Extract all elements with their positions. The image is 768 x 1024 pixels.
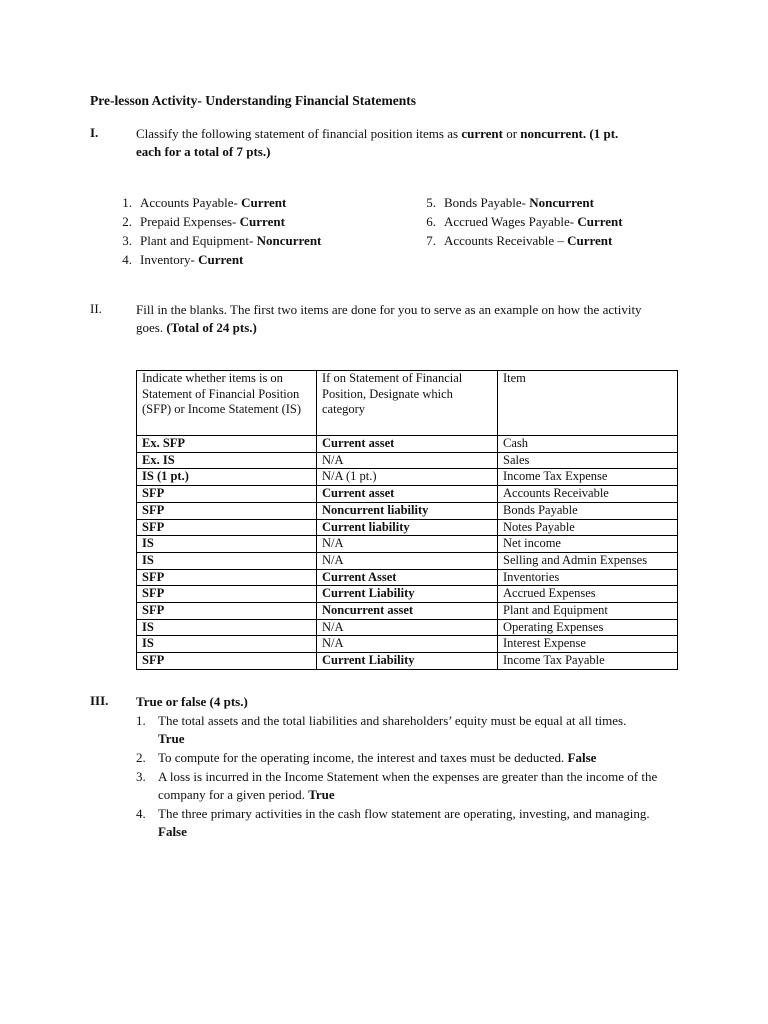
cell-category: Current liability [317, 519, 498, 536]
instr-line-1: Fill in the blanks. The first two items are done for you to serve as an example on how the activity [136, 302, 642, 317]
classify-item: 6. Accrued Wages Payable- Current [426, 214, 623, 229]
cell-category: Noncurrent asset [317, 603, 498, 620]
table-row [137, 469, 678, 486]
table-row [137, 569, 678, 586]
table-row [137, 536, 678, 553]
header-cell: Indicate whether items is on Statement of Financial Position (SFP) or Income Statement (IS) [137, 371, 317, 436]
classify-item: 3. Plant and Equipment- Noncurrent [122, 233, 322, 248]
cell-item: Selling and Admin Expenses [498, 552, 678, 569]
cell-statement: IS [137, 536, 317, 553]
header-cell: Item [498, 371, 678, 436]
cell-statement: IS [137, 619, 317, 636]
fill-in-table [136, 370, 678, 670]
cell-category: Current Asset [317, 569, 498, 586]
cell-statement: SFP [137, 502, 317, 519]
table-row [137, 436, 678, 453]
classify-item: 4. Inventory- Current [122, 252, 244, 267]
classify-answer: Current [577, 214, 623, 229]
cell-statement: IS [137, 636, 317, 653]
cell-category: Current Liability [317, 653, 498, 670]
cell-category: N/A [317, 552, 498, 569]
cell-item: Inventories [498, 569, 678, 586]
cell-statement: SFP [137, 653, 317, 670]
instr-bold-current: current [461, 126, 503, 141]
cell-item: Bonds Payable [498, 502, 678, 519]
classify-answer: Current [241, 195, 287, 210]
cell-item: Accounts Receivable [498, 486, 678, 503]
cell-category: N/A [317, 619, 498, 636]
cell-category: Noncurrent liability [317, 502, 498, 519]
table-row [137, 486, 678, 503]
item-text: To compute for the operating income, the interest and taxes must be deducted. [158, 750, 568, 765]
instr-bold-noncurrent: noncurrent. (1 pt. [520, 126, 619, 141]
cell-statement: IS [137, 552, 317, 569]
table-row [137, 653, 678, 670]
section-2-instructions [136, 301, 676, 337]
table-header-row [137, 371, 678, 436]
cell-item: Sales [498, 452, 678, 469]
true-false-item [136, 749, 686, 767]
cell-category: N/A [317, 636, 498, 653]
classify-answer: Current [198, 252, 244, 267]
page-title: Pre-lesson Activity- Understanding Financial Statements [90, 93, 416, 108]
item-text: The total assets and the total liabilities and shareholders’ equity must be equal at all times. [158, 713, 627, 728]
classify-answer: Current [567, 233, 613, 248]
item-number: 1. [136, 713, 146, 728]
table-row [137, 552, 678, 569]
cell-statement: Ex. IS [137, 452, 317, 469]
true-false-item [136, 768, 686, 804]
section-1-instructions [136, 125, 676, 161]
cell-category: Current asset [317, 486, 498, 503]
item-text: A loss is incurred in the Income Statement when the expenses are greater than the income of the company for a given period. [158, 769, 658, 802]
classify-answer: Noncurrent [529, 195, 594, 210]
cell-statement: SFP [137, 603, 317, 620]
cell-item: Plant and Equipment [498, 603, 678, 620]
cell-item: Operating Expenses [498, 619, 678, 636]
classify-item: 7. Accounts Receivable – Current [426, 233, 613, 248]
cell-statement: IS (1 pt.) [137, 469, 317, 486]
cell-item: Net income [498, 536, 678, 553]
section-2-numeral: II. [90, 301, 102, 316]
classify-answer: Noncurrent [256, 233, 322, 248]
cell-category: Current Liability [317, 586, 498, 603]
true-false-item [136, 712, 686, 748]
classify-answer: Current [239, 214, 285, 229]
section-3-heading: True or false (4 pts.) [136, 694, 248, 709]
cell-category: Current asset [317, 436, 498, 453]
table-row [137, 519, 678, 536]
table-row [137, 502, 678, 519]
cell-item: Notes Payable [498, 519, 678, 536]
item-number: 2. [136, 750, 146, 765]
item-answer: True [158, 731, 185, 746]
item-answer: False [158, 824, 187, 839]
table-row [137, 636, 678, 653]
cell-statement: SFP [137, 569, 317, 586]
instr-line-2: goes. [136, 320, 167, 335]
cell-statement: SFP [137, 486, 317, 503]
cell-statement: Ex. SFP [137, 436, 317, 453]
classify-item: 2. Prepaid Expenses- Current [122, 214, 285, 229]
cell-item: Income Tax Expense [498, 469, 678, 486]
cell-category: N/A [317, 536, 498, 553]
cell-category: N/A (1 pt.) [317, 469, 498, 486]
item-text: The three primary activities in the cash flow statement are operating, investing, and managing. [158, 806, 650, 821]
classify-item: 5. Bonds Payable- Noncurrent [426, 195, 594, 210]
table-row [137, 603, 678, 620]
item-answer: True [308, 787, 335, 802]
table-row [137, 586, 678, 603]
cell-statement: SFP [137, 519, 317, 536]
table-row [137, 452, 678, 469]
instr-bold-total: (Total of 24 pts.) [166, 320, 257, 335]
header-cell: If on Statement of Financial Position, Designate which category [317, 371, 498, 436]
cell-item: Cash [498, 436, 678, 453]
classify-item: 1. Accounts Payable- Current [122, 195, 287, 210]
item-number: 3. [136, 769, 146, 784]
instr-text: Classify the following statement of financial position items as [136, 126, 462, 141]
instr-bold-points: each for a total of 7 pts.) [136, 144, 271, 159]
cell-item: Income Tax Payable [498, 653, 678, 670]
section-3-numeral: III. [90, 693, 109, 708]
section-1-numeral: I. [90, 125, 99, 140]
table-row [137, 619, 678, 636]
cell-item: Accrued Expenses [498, 586, 678, 603]
true-false-item [136, 805, 686, 841]
item-number: 4. [136, 806, 146, 821]
cell-item: Interest Expense [498, 636, 678, 653]
cell-statement: SFP [137, 586, 317, 603]
cell-category: N/A [317, 452, 498, 469]
instr-text-or: or [502, 126, 521, 141]
item-answer: False [567, 750, 597, 765]
